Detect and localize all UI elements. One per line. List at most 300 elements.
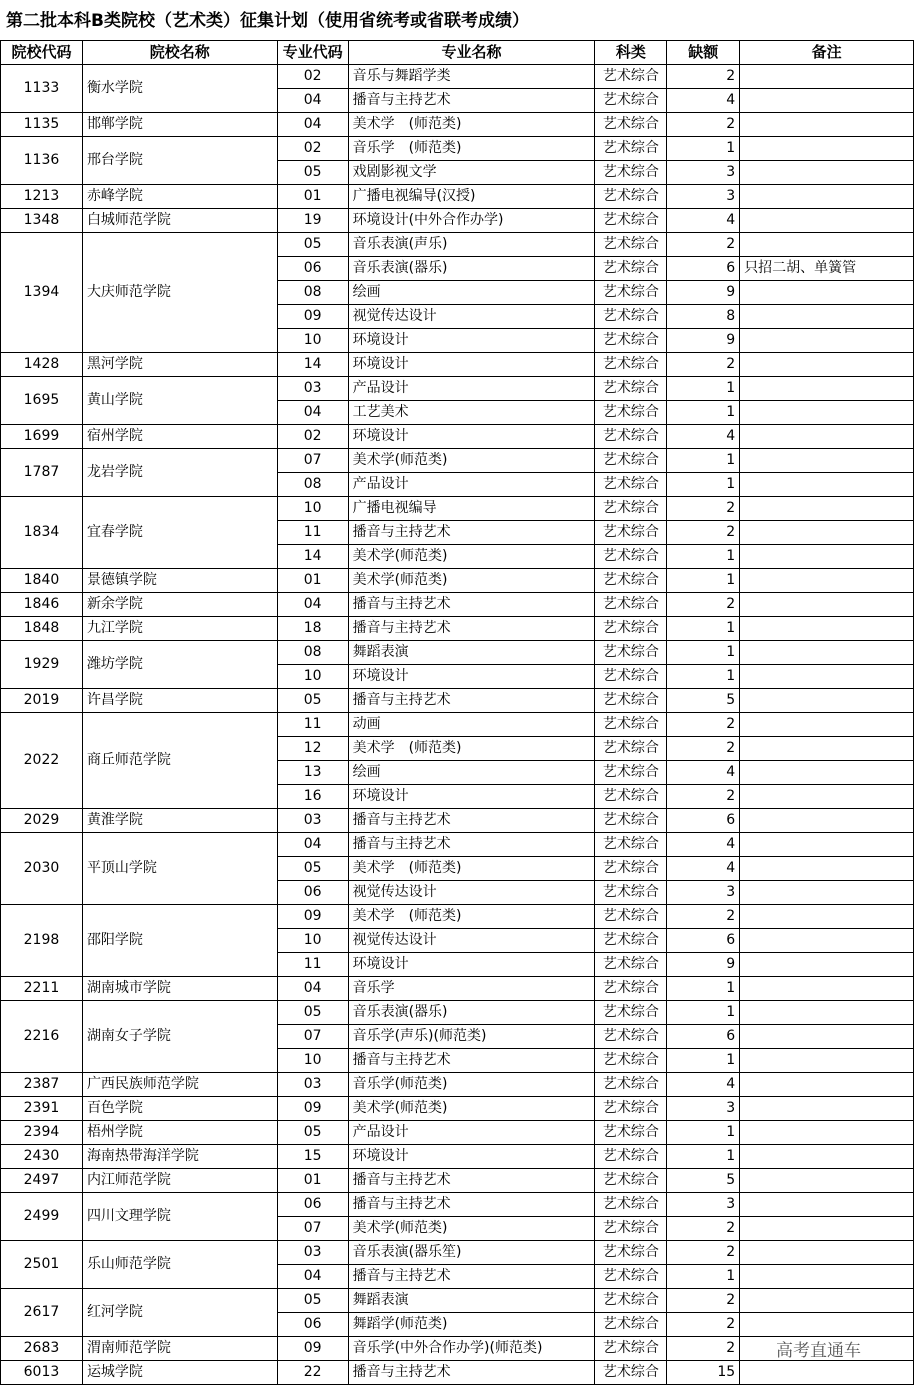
remark-cell bbox=[740, 593, 914, 617]
school-code-cell: 2211 bbox=[1, 977, 83, 1001]
header-row bbox=[1, 41, 914, 65]
school-code-cell: 1136 bbox=[1, 137, 83, 185]
major-name-cell: 播音与主持艺术 bbox=[348, 89, 595, 113]
major-code-cell: 22 bbox=[277, 1361, 348, 1385]
table-body bbox=[1, 65, 914, 1385]
remark-cell bbox=[740, 761, 914, 785]
category-cell: 艺术综合 bbox=[595, 1169, 667, 1193]
major-code-cell: 02 bbox=[277, 65, 348, 89]
remark-cell bbox=[740, 665, 914, 689]
vacancy-cell: 2 bbox=[667, 593, 740, 617]
major-name-cell: 视觉传达设计 bbox=[348, 929, 595, 953]
school-code-cell: 1848 bbox=[1, 617, 83, 641]
table-row bbox=[1, 449, 914, 473]
vacancy-cell: 2 bbox=[667, 113, 740, 137]
school-code-cell: 1699 bbox=[1, 425, 83, 449]
school-code-cell: 1695 bbox=[1, 377, 83, 425]
remark-cell bbox=[740, 1025, 914, 1049]
major-name-cell: 舞蹈表演 bbox=[348, 641, 595, 665]
remark-cell bbox=[740, 1361, 914, 1385]
major-code-cell: 08 bbox=[277, 641, 348, 665]
school-name-cell: 大庆师范学院 bbox=[82, 233, 277, 353]
vacancy-cell: 9 bbox=[667, 281, 740, 305]
major-code-cell: 02 bbox=[277, 137, 348, 161]
table-row bbox=[1, 809, 914, 833]
vacancy-cell: 2 bbox=[667, 737, 740, 761]
vacancy-cell: 5 bbox=[667, 689, 740, 713]
vacancy-cell: 9 bbox=[667, 953, 740, 977]
school-name-cell: 宿州学院 bbox=[82, 425, 277, 449]
school-code-cell: 1834 bbox=[1, 497, 83, 569]
category-cell: 艺术综合 bbox=[595, 713, 667, 737]
remark-cell bbox=[740, 1289, 914, 1313]
major-name-cell: 播音与主持艺术 bbox=[348, 689, 595, 713]
table-row bbox=[1, 617, 914, 641]
major-name-cell: 音乐学(师范类) bbox=[348, 1073, 595, 1097]
table-row bbox=[1, 113, 914, 137]
vacancy-cell: 1 bbox=[667, 617, 740, 641]
vacancy-cell: 4 bbox=[667, 89, 740, 113]
major-code-cell: 10 bbox=[277, 329, 348, 353]
major-name-cell: 环境设计 bbox=[348, 353, 595, 377]
major-code-cell: 14 bbox=[277, 353, 348, 377]
vacancy-cell: 1 bbox=[667, 545, 740, 569]
remark-cell bbox=[740, 881, 914, 905]
enrollment-table bbox=[0, 40, 914, 1385]
major-name-cell: 播音与主持艺术 bbox=[348, 1169, 595, 1193]
school-code-cell: 1840 bbox=[1, 569, 83, 593]
remark-cell bbox=[740, 137, 914, 161]
category-cell: 艺术综合 bbox=[595, 209, 667, 233]
table-row bbox=[1, 1121, 914, 1145]
header-major-code: 专业代码 bbox=[277, 41, 348, 65]
school-code-cell: 6013 bbox=[1, 1361, 83, 1385]
category-cell: 艺术综合 bbox=[595, 761, 667, 785]
vacancy-cell: 2 bbox=[667, 905, 740, 929]
remark-cell bbox=[740, 785, 914, 809]
remark-cell bbox=[740, 905, 914, 929]
vacancy-cell: 1 bbox=[667, 449, 740, 473]
vacancy-cell: 2 bbox=[667, 233, 740, 257]
remark-cell bbox=[740, 209, 914, 233]
major-name-cell: 产品设计 bbox=[348, 473, 595, 497]
major-code-cell: 03 bbox=[277, 809, 348, 833]
major-name-cell: 美术学(师范类) bbox=[348, 569, 595, 593]
major-name-cell: 环境设计 bbox=[348, 1145, 595, 1169]
category-cell: 艺术综合 bbox=[595, 281, 667, 305]
vacancy-cell: 1 bbox=[667, 665, 740, 689]
category-cell: 艺术综合 bbox=[595, 185, 667, 209]
school-code-cell: 2198 bbox=[1, 905, 83, 977]
major-code-cell: 09 bbox=[277, 1097, 348, 1121]
major-name-cell: 视觉传达设计 bbox=[348, 305, 595, 329]
school-name-cell: 景德镇学院 bbox=[82, 569, 277, 593]
school-name-cell: 黑河学院 bbox=[82, 353, 277, 377]
major-name-cell: 播音与主持艺术 bbox=[348, 1361, 595, 1385]
major-code-cell: 10 bbox=[277, 497, 348, 521]
category-cell: 艺术综合 bbox=[595, 593, 667, 617]
vacancy-cell: 9 bbox=[667, 329, 740, 353]
remark-cell bbox=[740, 1193, 914, 1217]
school-name-cell: 渭南师范学院 bbox=[82, 1337, 277, 1361]
school-code-cell: 1428 bbox=[1, 353, 83, 377]
remark-cell bbox=[740, 425, 914, 449]
school-code-cell: 2430 bbox=[1, 1145, 83, 1169]
vacancy-cell: 8 bbox=[667, 305, 740, 329]
category-cell: 艺术综合 bbox=[595, 473, 667, 497]
school-name-cell: 龙岩学院 bbox=[82, 449, 277, 497]
school-name-cell: 衡水学院 bbox=[82, 65, 277, 113]
category-cell: 艺术综合 bbox=[595, 1121, 667, 1145]
vacancy-cell: 2 bbox=[667, 521, 740, 545]
major-name-cell: 音乐学 bbox=[348, 977, 595, 1001]
table-row bbox=[1, 689, 914, 713]
category-cell: 艺术综合 bbox=[595, 785, 667, 809]
remark-cell bbox=[740, 833, 914, 857]
vacancy-cell: 6 bbox=[667, 257, 740, 281]
school-name-cell: 百色学院 bbox=[82, 1097, 277, 1121]
remark-cell bbox=[740, 113, 914, 137]
vacancy-cell: 2 bbox=[667, 65, 740, 89]
major-code-cell: 05 bbox=[277, 1001, 348, 1025]
category-cell: 艺术综合 bbox=[595, 1193, 667, 1217]
major-code-cell: 07 bbox=[277, 449, 348, 473]
remark-cell bbox=[740, 521, 914, 545]
category-cell: 艺术综合 bbox=[595, 89, 667, 113]
header-vacancy: 缺额 bbox=[667, 41, 740, 65]
major-name-cell: 播音与主持艺术 bbox=[348, 809, 595, 833]
major-name-cell: 美术学(师范类) bbox=[348, 449, 595, 473]
vacancy-cell: 1 bbox=[667, 137, 740, 161]
category-cell: 艺术综合 bbox=[595, 1001, 667, 1025]
school-code-cell: 2497 bbox=[1, 1169, 83, 1193]
category-cell: 艺术综合 bbox=[595, 521, 667, 545]
major-code-cell: 10 bbox=[277, 1049, 348, 1073]
major-name-cell: 音乐表演(器乐) bbox=[348, 1001, 595, 1025]
category-cell: 艺术综合 bbox=[595, 737, 667, 761]
category-cell: 艺术综合 bbox=[595, 113, 667, 137]
table-row bbox=[1, 497, 914, 521]
header-remark: 备注 bbox=[740, 41, 914, 65]
school-name-cell: 乐山师范学院 bbox=[82, 1241, 277, 1289]
major-code-cell: 09 bbox=[277, 905, 348, 929]
category-cell: 艺术综合 bbox=[595, 425, 667, 449]
table-row bbox=[1, 185, 914, 209]
vacancy-cell: 4 bbox=[667, 857, 740, 881]
major-code-cell: 19 bbox=[277, 209, 348, 233]
category-cell: 艺术综合 bbox=[595, 1289, 667, 1313]
major-code-cell: 03 bbox=[277, 1241, 348, 1265]
category-cell: 艺术综合 bbox=[595, 977, 667, 1001]
table-row bbox=[1, 209, 914, 233]
remark-cell: 只招二胡、单簧管 bbox=[740, 257, 914, 281]
category-cell: 艺术综合 bbox=[595, 1265, 667, 1289]
category-cell: 艺术综合 bbox=[595, 545, 667, 569]
school-name-cell: 九江学院 bbox=[82, 617, 277, 641]
school-name-cell: 新余学院 bbox=[82, 593, 277, 617]
major-code-cell: 01 bbox=[277, 185, 348, 209]
vacancy-cell: 4 bbox=[667, 425, 740, 449]
vacancy-cell: 2 bbox=[667, 785, 740, 809]
major-name-cell: 播音与主持艺术 bbox=[348, 1193, 595, 1217]
major-code-cell: 08 bbox=[277, 473, 348, 497]
remark-cell bbox=[740, 713, 914, 737]
major-code-cell: 01 bbox=[277, 569, 348, 593]
school-name-cell: 梧州学院 bbox=[82, 1121, 277, 1145]
major-code-cell: 07 bbox=[277, 1217, 348, 1241]
remark-cell bbox=[740, 953, 914, 977]
remark-cell bbox=[740, 473, 914, 497]
remark-cell bbox=[740, 281, 914, 305]
major-code-cell: 05 bbox=[277, 1289, 348, 1313]
vacancy-cell: 2 bbox=[667, 497, 740, 521]
major-code-cell: 04 bbox=[277, 833, 348, 857]
major-code-cell: 05 bbox=[277, 857, 348, 881]
school-name-cell: 邯郸学院 bbox=[82, 113, 277, 137]
major-code-cell: 04 bbox=[277, 1265, 348, 1289]
major-code-cell: 09 bbox=[277, 1337, 348, 1361]
major-name-cell: 播音与主持艺术 bbox=[348, 1265, 595, 1289]
category-cell: 艺术综合 bbox=[595, 953, 667, 977]
remark-cell bbox=[740, 1265, 914, 1289]
major-name-cell: 产品设计 bbox=[348, 377, 595, 401]
school-name-cell: 许昌学院 bbox=[82, 689, 277, 713]
table-row bbox=[1, 1145, 914, 1169]
major-name-cell: 环境设计 bbox=[348, 665, 595, 689]
vacancy-cell: 3 bbox=[667, 1097, 740, 1121]
page-title: 第二批本科B类院校（艺术类）征集计划（使用省统考或省联考成绩） bbox=[6, 11, 529, 31]
vacancy-cell: 3 bbox=[667, 1193, 740, 1217]
school-name-cell: 潍坊学院 bbox=[82, 641, 277, 689]
school-code-cell: 2216 bbox=[1, 1001, 83, 1073]
school-name-cell: 赤峰学院 bbox=[82, 185, 277, 209]
category-cell: 艺术综合 bbox=[595, 1025, 667, 1049]
major-name-cell: 绘画 bbox=[348, 281, 595, 305]
major-name-cell: 美术学 (师范类) bbox=[348, 113, 595, 137]
category-cell: 艺术综合 bbox=[595, 1145, 667, 1169]
school-code-cell: 2499 bbox=[1, 1193, 83, 1241]
major-code-cell: 04 bbox=[277, 401, 348, 425]
remark-cell bbox=[740, 737, 914, 761]
major-name-cell: 舞蹈表演 bbox=[348, 1289, 595, 1313]
school-name-cell: 宜春学院 bbox=[82, 497, 277, 569]
major-code-cell: 03 bbox=[277, 1073, 348, 1097]
vacancy-cell: 3 bbox=[667, 881, 740, 905]
vacancy-cell: 6 bbox=[667, 1025, 740, 1049]
remark-cell bbox=[740, 977, 914, 1001]
category-cell: 艺术综合 bbox=[595, 569, 667, 593]
school-code-cell: 1213 bbox=[1, 185, 83, 209]
vacancy-cell: 2 bbox=[667, 713, 740, 737]
major-code-cell: 04 bbox=[277, 593, 348, 617]
category-cell: 艺术综合 bbox=[595, 881, 667, 905]
major-name-cell: 绘画 bbox=[348, 761, 595, 785]
vacancy-cell: 3 bbox=[667, 185, 740, 209]
major-code-cell: 06 bbox=[277, 1313, 348, 1337]
school-code-cell: 2029 bbox=[1, 809, 83, 833]
vacancy-cell: 6 bbox=[667, 809, 740, 833]
vacancy-cell: 1 bbox=[667, 377, 740, 401]
major-code-cell: 04 bbox=[277, 113, 348, 137]
vacancy-cell: 1 bbox=[667, 401, 740, 425]
school-code-cell: 2019 bbox=[1, 689, 83, 713]
header-major-name: 专业名称 bbox=[348, 41, 595, 65]
category-cell: 艺术综合 bbox=[595, 1049, 667, 1073]
vacancy-cell: 2 bbox=[667, 1217, 740, 1241]
vacancy-cell: 5 bbox=[667, 1169, 740, 1193]
vacancy-cell: 1 bbox=[667, 1049, 740, 1073]
remark-cell bbox=[740, 1313, 914, 1337]
school-code-cell: 2387 bbox=[1, 1073, 83, 1097]
table-row bbox=[1, 833, 914, 857]
vacancy-cell: 1 bbox=[667, 569, 740, 593]
major-name-cell: 环境设计 bbox=[348, 425, 595, 449]
category-cell: 艺术综合 bbox=[595, 1313, 667, 1337]
school-code-cell: 2391 bbox=[1, 1097, 83, 1121]
category-cell: 艺术综合 bbox=[595, 377, 667, 401]
category-cell: 艺术综合 bbox=[595, 689, 667, 713]
school-code-cell: 1135 bbox=[1, 113, 83, 137]
school-name-cell: 运城学院 bbox=[82, 1361, 277, 1385]
school-code-cell: 2501 bbox=[1, 1241, 83, 1289]
major-code-cell: 06 bbox=[277, 257, 348, 281]
remark-cell bbox=[740, 497, 914, 521]
major-code-cell: 05 bbox=[277, 1121, 348, 1145]
remark-cell bbox=[740, 1145, 914, 1169]
major-code-cell: 07 bbox=[277, 1025, 348, 1049]
school-name-cell: 湖南城市学院 bbox=[82, 977, 277, 1001]
table-row bbox=[1, 65, 914, 89]
table-row bbox=[1, 1097, 914, 1121]
major-code-cell: 09 bbox=[277, 305, 348, 329]
vacancy-cell: 1 bbox=[667, 977, 740, 1001]
school-name-cell: 四川文理学院 bbox=[82, 1193, 277, 1241]
vacancy-cell: 1 bbox=[667, 1001, 740, 1025]
school-code-cell: 2030 bbox=[1, 833, 83, 905]
school-name-cell: 平顶山学院 bbox=[82, 833, 277, 905]
category-cell: 艺术综合 bbox=[595, 641, 667, 665]
table-row bbox=[1, 233, 914, 257]
remark-cell bbox=[740, 353, 914, 377]
major-name-cell: 美术学(师范类) bbox=[348, 545, 595, 569]
table-row bbox=[1, 1073, 914, 1097]
school-name-cell: 湖南女子学院 bbox=[82, 1001, 277, 1073]
major-code-cell: 12 bbox=[277, 737, 348, 761]
category-cell: 艺术综合 bbox=[595, 401, 667, 425]
remark-cell bbox=[740, 401, 914, 425]
vacancy-cell: 1 bbox=[667, 473, 740, 497]
remark-cell bbox=[740, 1217, 914, 1241]
school-name-cell: 邢台学院 bbox=[82, 137, 277, 185]
major-name-cell: 广播电视编导(汉授) bbox=[348, 185, 595, 209]
major-name-cell: 音乐表演(器乐) bbox=[348, 257, 595, 281]
vacancy-cell: 2 bbox=[667, 1289, 740, 1313]
school-name-cell: 商丘师范学院 bbox=[82, 713, 277, 809]
category-cell: 艺术综合 bbox=[595, 809, 667, 833]
major-code-cell: 05 bbox=[277, 233, 348, 257]
major-code-cell: 10 bbox=[277, 665, 348, 689]
remark-cell bbox=[740, 1097, 914, 1121]
vacancy-cell: 1 bbox=[667, 1265, 740, 1289]
remark-cell bbox=[740, 1049, 914, 1073]
major-name-cell: 播音与主持艺术 bbox=[348, 1049, 595, 1073]
remark-cell bbox=[740, 1001, 914, 1025]
major-name-cell: 环境设计 bbox=[348, 329, 595, 353]
remark-cell bbox=[740, 305, 914, 329]
vacancy-cell: 2 bbox=[667, 353, 740, 377]
remark-cell bbox=[740, 1121, 914, 1145]
category-cell: 艺术综合 bbox=[595, 833, 667, 857]
remark-cell bbox=[740, 161, 914, 185]
category-cell: 艺术综合 bbox=[595, 1241, 667, 1265]
school-name-cell: 邵阳学院 bbox=[82, 905, 277, 977]
table-row bbox=[1, 1361, 914, 1385]
major-code-cell: 11 bbox=[277, 713, 348, 737]
category-cell: 艺术综合 bbox=[595, 665, 667, 689]
category-cell: 艺术综合 bbox=[595, 449, 667, 473]
major-name-cell: 音乐学 (师范类) bbox=[348, 137, 595, 161]
table-row bbox=[1, 713, 914, 737]
major-name-cell: 环境设计 bbox=[348, 953, 595, 977]
major-name-cell: 动画 bbox=[348, 713, 595, 737]
major-name-cell: 音乐学(声乐)(师范类) bbox=[348, 1025, 595, 1049]
school-code-cell: 1348 bbox=[1, 209, 83, 233]
major-name-cell: 环境设计(中外合作办学) bbox=[348, 209, 595, 233]
school-code-cell: 2617 bbox=[1, 1289, 83, 1337]
remark-cell bbox=[740, 617, 914, 641]
vacancy-cell: 2 bbox=[667, 1241, 740, 1265]
major-name-cell: 美术学 (师范类) bbox=[348, 737, 595, 761]
remark-cell bbox=[740, 689, 914, 713]
table-row bbox=[1, 641, 914, 665]
watermark-text: 高考直通车 bbox=[776, 1341, 861, 1361]
category-cell: 艺术综合 bbox=[595, 905, 667, 929]
remark-cell bbox=[740, 569, 914, 593]
major-code-cell: 01 bbox=[277, 1169, 348, 1193]
remark-cell bbox=[740, 329, 914, 353]
vacancy-cell: 2 bbox=[667, 1337, 740, 1361]
major-code-cell: 18 bbox=[277, 617, 348, 641]
vacancy-cell: 1 bbox=[667, 641, 740, 665]
table-row bbox=[1, 905, 914, 929]
major-code-cell: 05 bbox=[277, 689, 348, 713]
vacancy-cell: 4 bbox=[667, 833, 740, 857]
school-name-cell: 广西民族师范学院 bbox=[82, 1073, 277, 1097]
major-code-cell: 06 bbox=[277, 881, 348, 905]
remark-cell bbox=[740, 1241, 914, 1265]
vacancy-cell: 4 bbox=[667, 1073, 740, 1097]
remark-cell bbox=[740, 641, 914, 665]
category-cell: 艺术综合 bbox=[595, 1217, 667, 1241]
major-name-cell: 美术学 (师范类) bbox=[348, 857, 595, 881]
table-row bbox=[1, 377, 914, 401]
remark-cell bbox=[740, 857, 914, 881]
remark-cell bbox=[740, 929, 914, 953]
major-name-cell: 美术学(师范类) bbox=[348, 1097, 595, 1121]
school-name-cell: 海南热带海洋学院 bbox=[82, 1145, 277, 1169]
major-name-cell: 广播电视编导 bbox=[348, 497, 595, 521]
remark-cell bbox=[740, 65, 914, 89]
school-name-cell: 黄淮学院 bbox=[82, 809, 277, 833]
school-code-cell: 1787 bbox=[1, 449, 83, 497]
category-cell: 艺术综合 bbox=[595, 929, 667, 953]
table-row bbox=[1, 1193, 914, 1217]
category-cell: 艺术综合 bbox=[595, 161, 667, 185]
major-name-cell: 美术学(师范类) bbox=[348, 1217, 595, 1241]
major-code-cell: 06 bbox=[277, 1193, 348, 1217]
major-code-cell: 02 bbox=[277, 425, 348, 449]
vacancy-cell: 1 bbox=[667, 1145, 740, 1169]
